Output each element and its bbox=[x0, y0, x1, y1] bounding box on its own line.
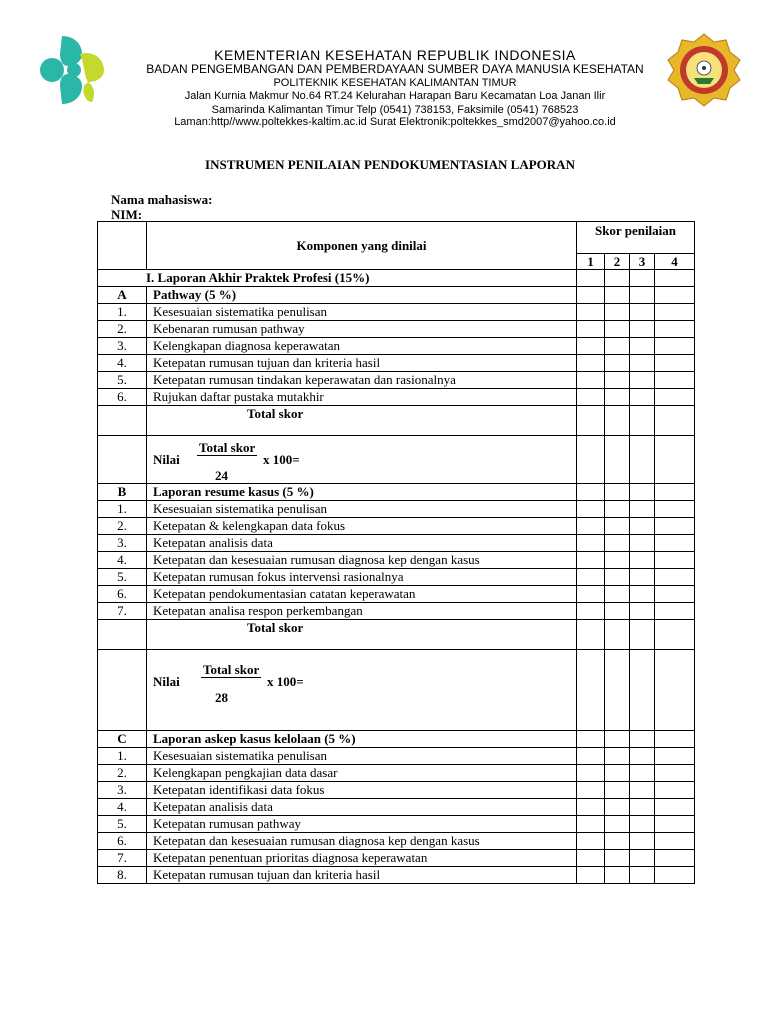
score-cell[interactable] bbox=[577, 535, 605, 552]
criteria-text: Ketepatan rumusan tujuan dan kriteria hasil bbox=[147, 355, 577, 372]
score-cell[interactable] bbox=[577, 620, 605, 650]
komponen-header: Komponen yang dinilai bbox=[147, 222, 577, 270]
score-cell[interactable] bbox=[605, 799, 630, 816]
criteria-number: 4. bbox=[98, 552, 147, 569]
score-cell[interactable] bbox=[655, 321, 695, 338]
score-cell[interactable] bbox=[655, 552, 695, 569]
score-cell[interactable] bbox=[577, 552, 605, 569]
score-cell[interactable] bbox=[605, 569, 630, 586]
score-cell[interactable] bbox=[655, 799, 695, 816]
skor-col-4: 4 bbox=[655, 254, 695, 270]
score-cell[interactable] bbox=[605, 436, 630, 484]
nilai-label: Nilai bbox=[153, 674, 180, 689]
score-cell[interactable] bbox=[605, 535, 630, 552]
score-cell[interactable] bbox=[655, 603, 695, 620]
part-title: I. Laporan Akhir Praktek Profesi (15%) bbox=[98, 270, 577, 287]
section-code: A bbox=[98, 287, 147, 304]
section-title-row bbox=[98, 484, 695, 501]
nilai-row bbox=[98, 650, 695, 731]
criteria-text: Ketepatan pendokumentasian catatan keperawatan bbox=[147, 586, 577, 603]
criteria-row bbox=[98, 765, 695, 782]
criteria-row bbox=[98, 321, 695, 338]
score-cell[interactable] bbox=[605, 270, 630, 287]
score-cell[interactable] bbox=[630, 535, 655, 552]
criteria-row bbox=[98, 355, 695, 372]
criteria-number: 3. bbox=[98, 338, 147, 355]
criteria-row bbox=[98, 850, 695, 867]
score-cell[interactable] bbox=[605, 518, 630, 535]
criteria-row bbox=[98, 603, 695, 620]
criteria-number: 1. bbox=[98, 304, 147, 321]
score-cell[interactable] bbox=[605, 731, 630, 748]
criteria-text: Ketepatan rumusan tujuan dan kriteria hasil bbox=[147, 867, 577, 884]
criteria-number: 5. bbox=[98, 372, 147, 389]
criteria-row bbox=[98, 389, 695, 406]
score-cell[interactable] bbox=[630, 484, 655, 501]
score-cell[interactable] bbox=[630, 501, 655, 518]
score-cell[interactable] bbox=[630, 569, 655, 586]
criteria-row bbox=[98, 338, 695, 355]
score-cell[interactable] bbox=[655, 535, 695, 552]
ministry-name: KEMENTERIAN KESEHATAN REPUBLIK INDONESIA bbox=[214, 47, 576, 63]
score-cell[interactable] bbox=[655, 620, 695, 650]
score-cell[interactable] bbox=[655, 338, 695, 355]
criteria-text: Ketepatan rumusan pathway bbox=[147, 816, 577, 833]
score-cell[interactable] bbox=[655, 731, 695, 748]
kemenkes-logo-icon bbox=[30, 32, 110, 108]
address-line: Jalan Kurnia Makmur No.64 RT.24 Kelurahan Harapan Baru Kecamatan Loa Janan Ilir bbox=[184, 90, 606, 102]
total-score-label: Total skor bbox=[147, 620, 577, 650]
criteria-text: Ketepatan rumusan fokus intervensi rasionalnya bbox=[147, 569, 577, 586]
criteria-row bbox=[98, 535, 695, 552]
criteria-number: 6. bbox=[98, 833, 147, 850]
header-blank-cell bbox=[98, 222, 147, 270]
score-cell[interactable] bbox=[630, 620, 655, 650]
fraction-numerator: Total skor bbox=[199, 440, 256, 455]
criteria-text: Ketepatan rumusan tindakan keperawatan dan rasionalnya bbox=[147, 372, 577, 389]
nilai-formula-cell bbox=[147, 650, 577, 731]
total-score-row bbox=[98, 406, 695, 436]
criteria-number: 5. bbox=[98, 569, 147, 586]
score-cell[interactable] bbox=[630, 436, 655, 484]
score-cell[interactable] bbox=[577, 748, 605, 765]
score-cell[interactable] bbox=[577, 782, 605, 799]
score-cell[interactable] bbox=[577, 406, 605, 436]
score-cell[interactable] bbox=[655, 569, 695, 586]
criteria-text: Ketepatan analisis data bbox=[147, 535, 577, 552]
criteria-row bbox=[98, 552, 695, 569]
assessment-table bbox=[97, 221, 695, 884]
skor-col-3: 3 bbox=[630, 254, 655, 270]
score-cell[interactable] bbox=[605, 782, 630, 799]
section-title: Pathway (5 %) bbox=[147, 287, 577, 304]
criteria-number: 3. bbox=[98, 782, 147, 799]
score-cell[interactable] bbox=[577, 569, 605, 586]
criteria-row bbox=[98, 569, 695, 586]
skor-col-1: 1 bbox=[577, 254, 605, 270]
score-cell[interactable] bbox=[630, 270, 655, 287]
criteria-number: 2. bbox=[98, 321, 147, 338]
section-title-row bbox=[98, 731, 695, 748]
score-cell[interactable] bbox=[630, 748, 655, 765]
section-code: B bbox=[98, 484, 147, 501]
score-cell[interactable] bbox=[655, 436, 695, 484]
section-title: Laporan resume kasus (5 %) bbox=[147, 484, 577, 501]
criteria-number: 6. bbox=[98, 389, 147, 406]
total-blank-cell bbox=[98, 406, 147, 436]
score-cell[interactable] bbox=[630, 552, 655, 569]
score-cell[interactable] bbox=[630, 372, 655, 389]
score-cell[interactable] bbox=[655, 287, 695, 304]
criteria-row bbox=[98, 501, 695, 518]
score-cell[interactable] bbox=[630, 833, 655, 850]
criteria-number: 1. bbox=[98, 748, 147, 765]
score-cell[interactable] bbox=[655, 355, 695, 372]
score-cell[interactable] bbox=[577, 338, 605, 355]
criteria-row bbox=[98, 816, 695, 833]
score-cell[interactable] bbox=[630, 867, 655, 884]
criteria-text: Rujukan daftar pustaka mutakhir bbox=[147, 389, 577, 406]
score-cell[interactable] bbox=[605, 748, 630, 765]
score-cell[interactable] bbox=[577, 321, 605, 338]
score-cell[interactable] bbox=[605, 287, 630, 304]
score-cell[interactable] bbox=[655, 765, 695, 782]
nilai-row bbox=[98, 436, 695, 484]
score-cell[interactable] bbox=[655, 782, 695, 799]
assessment-table-body bbox=[98, 222, 695, 884]
criteria-number: 3. bbox=[98, 535, 147, 552]
criteria-text: Ketepatan analisa respon perkembangan bbox=[147, 603, 577, 620]
score-cell[interactable] bbox=[630, 850, 655, 867]
criteria-row bbox=[98, 782, 695, 799]
score-cell[interactable] bbox=[605, 620, 630, 650]
criteria-number: 8. bbox=[98, 867, 147, 884]
fraction-denominator: 24 bbox=[215, 468, 228, 483]
score-cell[interactable] bbox=[605, 304, 630, 321]
score-cell[interactable] bbox=[577, 436, 605, 484]
header-row bbox=[98, 222, 695, 254]
criteria-text: Ketepatan identifikasi data fokus bbox=[147, 782, 577, 799]
score-cell[interactable] bbox=[630, 799, 655, 816]
nilai-formula-cell bbox=[147, 436, 577, 484]
score-cell[interactable] bbox=[577, 287, 605, 304]
score-cell[interactable] bbox=[577, 799, 605, 816]
contact-line: Samarinda Kalimantan Timur Telp (0541) 738153, Faksimile (0541) 768523 bbox=[211, 104, 579, 116]
score-cell[interactable] bbox=[630, 782, 655, 799]
score-cell[interactable] bbox=[605, 484, 630, 501]
criteria-row bbox=[98, 304, 695, 321]
score-cell[interactable] bbox=[630, 321, 655, 338]
score-cell[interactable] bbox=[630, 731, 655, 748]
score-cell[interactable] bbox=[605, 355, 630, 372]
score-cell[interactable] bbox=[605, 765, 630, 782]
score-cell[interactable] bbox=[577, 850, 605, 867]
score-cell[interactable] bbox=[630, 338, 655, 355]
skor-header: Skor penilaian bbox=[577, 222, 695, 254]
fraction-multiplier: x 100= bbox=[267, 674, 304, 689]
criteria-text: Ketepatan & kelengkapan data fokus bbox=[147, 518, 577, 535]
criteria-text: Ketepatan dan kesesuaian rumusan diagnosa kep dengan kasus bbox=[147, 552, 577, 569]
score-cell[interactable] bbox=[630, 406, 655, 436]
nim-label: NIM: bbox=[111, 207, 143, 222]
score-cell[interactable] bbox=[655, 389, 695, 406]
score-cell[interactable] bbox=[630, 586, 655, 603]
score-cell[interactable] bbox=[655, 304, 695, 321]
score-cell[interactable] bbox=[655, 372, 695, 389]
criteria-text: Ketepatan penentuan prioritas diagnosa keperawatan bbox=[147, 850, 577, 867]
fraction-numerator: Total skor bbox=[203, 662, 260, 677]
score-cell[interactable] bbox=[605, 552, 630, 569]
criteria-row bbox=[98, 372, 695, 389]
criteria-row bbox=[98, 748, 695, 765]
score-cell[interactable] bbox=[605, 406, 630, 436]
section-title: Laporan askep kasus kelolaan (5 %) bbox=[147, 731, 577, 748]
score-cell[interactable] bbox=[577, 501, 605, 518]
nilai-blank-cell bbox=[98, 650, 147, 731]
score-cell[interactable] bbox=[577, 372, 605, 389]
score-cell[interactable] bbox=[577, 731, 605, 748]
score-cell[interactable] bbox=[630, 518, 655, 535]
score-cell[interactable] bbox=[605, 816, 630, 833]
criteria-text: Kelengkapan pengkajian data dasar bbox=[147, 765, 577, 782]
score-cell[interactable] bbox=[655, 867, 695, 884]
criteria-number: 2. bbox=[98, 518, 147, 535]
score-cell[interactable] bbox=[605, 603, 630, 620]
criteria-text: Ketepatan analisis data bbox=[147, 799, 577, 816]
criteria-row bbox=[98, 833, 695, 850]
score-cell[interactable] bbox=[655, 270, 695, 287]
fraction-denominator: 28 bbox=[215, 690, 228, 705]
score-cell[interactable] bbox=[605, 501, 630, 518]
score-cell[interactable] bbox=[655, 518, 695, 535]
score-cell[interactable] bbox=[655, 816, 695, 833]
score-cell[interactable] bbox=[577, 603, 605, 620]
score-cell[interactable] bbox=[605, 321, 630, 338]
score-cell[interactable] bbox=[630, 304, 655, 321]
score-cell[interactable] bbox=[605, 586, 630, 603]
agency-name: BADAN PENGEMBANGAN DAN PEMBERDAYAAN SUMBER DAYA MANUSIA KESEHATAN bbox=[146, 62, 644, 76]
score-cell[interactable] bbox=[630, 816, 655, 833]
score-cell[interactable] bbox=[630, 287, 655, 304]
score-cell[interactable] bbox=[577, 816, 605, 833]
score-cell[interactable] bbox=[605, 867, 630, 884]
criteria-number: 1. bbox=[98, 501, 147, 518]
criteria-text: Ketepatan dan kesesuaian rumusan diagnosa kep dengan kasus bbox=[147, 833, 577, 850]
criteria-text: Kesesuaian sistematika penulisan bbox=[147, 501, 577, 518]
criteria-number: 2. bbox=[98, 765, 147, 782]
criteria-row bbox=[98, 518, 695, 535]
score-cell[interactable] bbox=[577, 586, 605, 603]
score-cell[interactable] bbox=[630, 355, 655, 372]
score-cell[interactable] bbox=[605, 372, 630, 389]
score-cell[interactable] bbox=[605, 650, 630, 731]
criteria-text: Kesesuaian sistematika penulisan bbox=[147, 748, 577, 765]
score-cell[interactable] bbox=[577, 518, 605, 535]
criteria-text: Kesesuaian sistematika penulisan bbox=[147, 304, 577, 321]
score-cell[interactable] bbox=[655, 501, 695, 518]
criteria-row bbox=[98, 799, 695, 816]
nilai-blank-cell bbox=[98, 436, 147, 484]
institution-name: POLITEKNIK KESEHATAN KALIMANTAN TIMUR bbox=[273, 77, 517, 89]
score-cell[interactable] bbox=[655, 850, 695, 867]
criteria-row bbox=[98, 867, 695, 884]
score-cell[interactable] bbox=[577, 650, 605, 731]
document-title: INSTRUMEN PENILAIAN PENDOKUMENTASIAN LAPORAN bbox=[205, 157, 575, 172]
total-score-label: Total skor bbox=[147, 406, 577, 436]
score-cell[interactable] bbox=[655, 406, 695, 436]
score-cell[interactable] bbox=[655, 650, 695, 731]
nilai-label: Nilai bbox=[153, 452, 180, 467]
section-code: C bbox=[98, 731, 147, 748]
score-cell[interactable] bbox=[577, 389, 605, 406]
student-name-label: Nama mahasiswa: bbox=[111, 192, 213, 207]
criteria-text: Kebenaran rumusan pathway bbox=[147, 321, 577, 338]
score-cell[interactable] bbox=[630, 389, 655, 406]
score-cell[interactable] bbox=[655, 484, 695, 501]
criteria-number: 7. bbox=[98, 850, 147, 867]
criteria-number: 4. bbox=[98, 799, 147, 816]
score-cell[interactable] bbox=[630, 603, 655, 620]
score-cell[interactable] bbox=[577, 270, 605, 287]
score-cell[interactable] bbox=[655, 833, 695, 850]
score-cell[interactable] bbox=[605, 389, 630, 406]
score-cell[interactable] bbox=[577, 833, 605, 850]
score-cell[interactable] bbox=[605, 338, 630, 355]
fraction-multiplier: x 100= bbox=[263, 452, 300, 467]
criteria-number: 6. bbox=[98, 586, 147, 603]
criteria-number: 7. bbox=[98, 603, 147, 620]
score-cell[interactable] bbox=[655, 586, 695, 603]
score-cell[interactable] bbox=[630, 765, 655, 782]
part-title-row bbox=[98, 270, 695, 287]
total-score-row bbox=[98, 620, 695, 650]
score-cell[interactable] bbox=[577, 304, 605, 321]
total-blank-cell bbox=[98, 620, 147, 650]
skor-col-2: 2 bbox=[605, 254, 630, 270]
criteria-number: 4. bbox=[98, 355, 147, 372]
section-title-row bbox=[98, 287, 695, 304]
score-cell[interactable] bbox=[630, 650, 655, 731]
score-cell[interactable] bbox=[605, 850, 630, 867]
score-cell[interactable] bbox=[605, 833, 630, 850]
score-cell[interactable] bbox=[577, 355, 605, 372]
score-cell[interactable] bbox=[577, 765, 605, 782]
criteria-number: 5. bbox=[98, 816, 147, 833]
website-line: Laman:http//www.poltekkes-kaltim.ac.id Surat Elektronik:poltekkes_smd2007@yahoo.co.id bbox=[174, 116, 616, 128]
score-cell[interactable] bbox=[577, 867, 605, 884]
score-cell[interactable] bbox=[655, 748, 695, 765]
criteria-text: Kelengkapan diagnosa keperawatan bbox=[147, 338, 577, 355]
criteria-row bbox=[98, 586, 695, 603]
score-cell[interactable] bbox=[577, 484, 605, 501]
